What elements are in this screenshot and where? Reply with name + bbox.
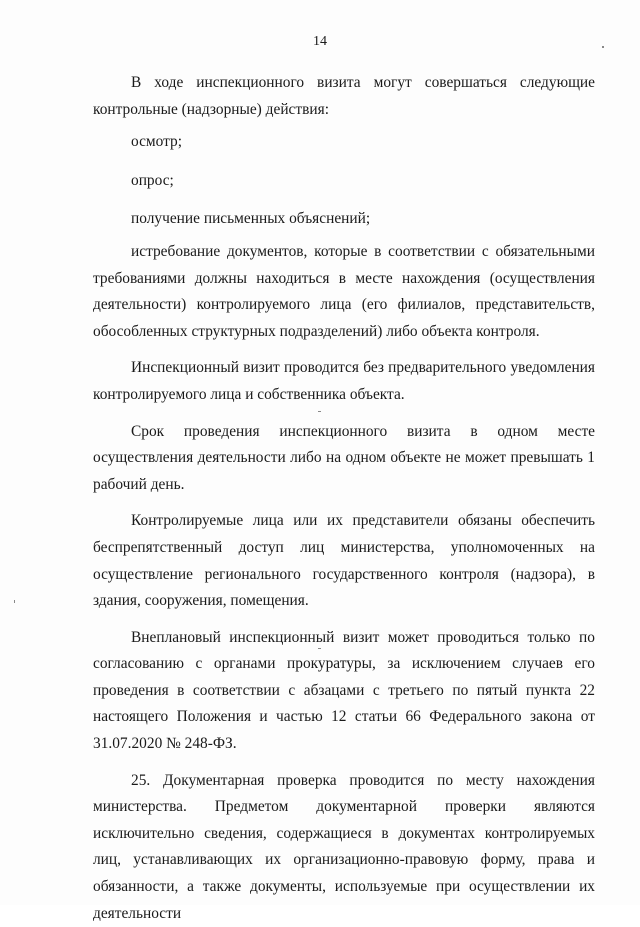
scan-speck <box>318 648 321 649</box>
list-item-survey: опрос; <box>131 171 174 189</box>
paragraph-no-notice: Инспекционный визит проводится без предварительного уведомления контролируемого лица и собственника объекта. <box>93 359 595 403</box>
scan-speck <box>318 411 321 412</box>
document-body <box>93 70 595 927</box>
scan-speck <box>14 600 15 603</box>
paragraph-documentary-check: 25. Документарная проверка проводится по месту нахождения министерства. Предметом документарной проверки являются исключительно сведения, содержащиеся в документах контролируемых лиц, устанавливающих их организационно-правовую форму, права и обязанности, а также документы, используемые при осуществлении их деятельности <box>93 771 595 922</box>
list-item-documents-request: истребование документов, которые в соответствии с обязательными требованиями должны находиться в месте нахождения (осуществления деятельности) контролируемого лица (его филиалов, представительств, обособленных структурных подразделений) либо объекта контроля. <box>93 242 595 340</box>
scan-speck <box>602 46 604 48</box>
paragraph-duration: Срок проведения инспекционного визита в одном месте осуществления деятельности либо на одном объекте не может превышать 1 рабочий день. <box>93 422 595 493</box>
list-item-inspection: осмотр; <box>131 133 183 151</box>
page-number: 14 <box>313 34 327 49</box>
list-item-written-explanations: получение письменных объяснений; <box>131 210 371 228</box>
paragraph-intro: В ходе инспекционного визита могут совершаться следующие контрольные (надзорные) действия: <box>93 74 595 118</box>
paragraph-unscheduled-visit: Внеплановый инспекционный визит может проводиться только по согласованию с органами прокуратуры, за исключением случаев его проведения в соответствии с абзацами с третьего по пятый пункта 22 настоящего Положения и частью 12 статьи 66 Федерального закона от 31.07.2020 № 248-ФЗ. <box>93 628 595 753</box>
paragraph-access: Контролируемые лица или их представители обязаны обеспечить беспрепятственный доступ лиц министерства, уполномоченных на осуществление регионального государственного контроля (надзора), в здания, сооружения, помещения. <box>93 512 595 610</box>
